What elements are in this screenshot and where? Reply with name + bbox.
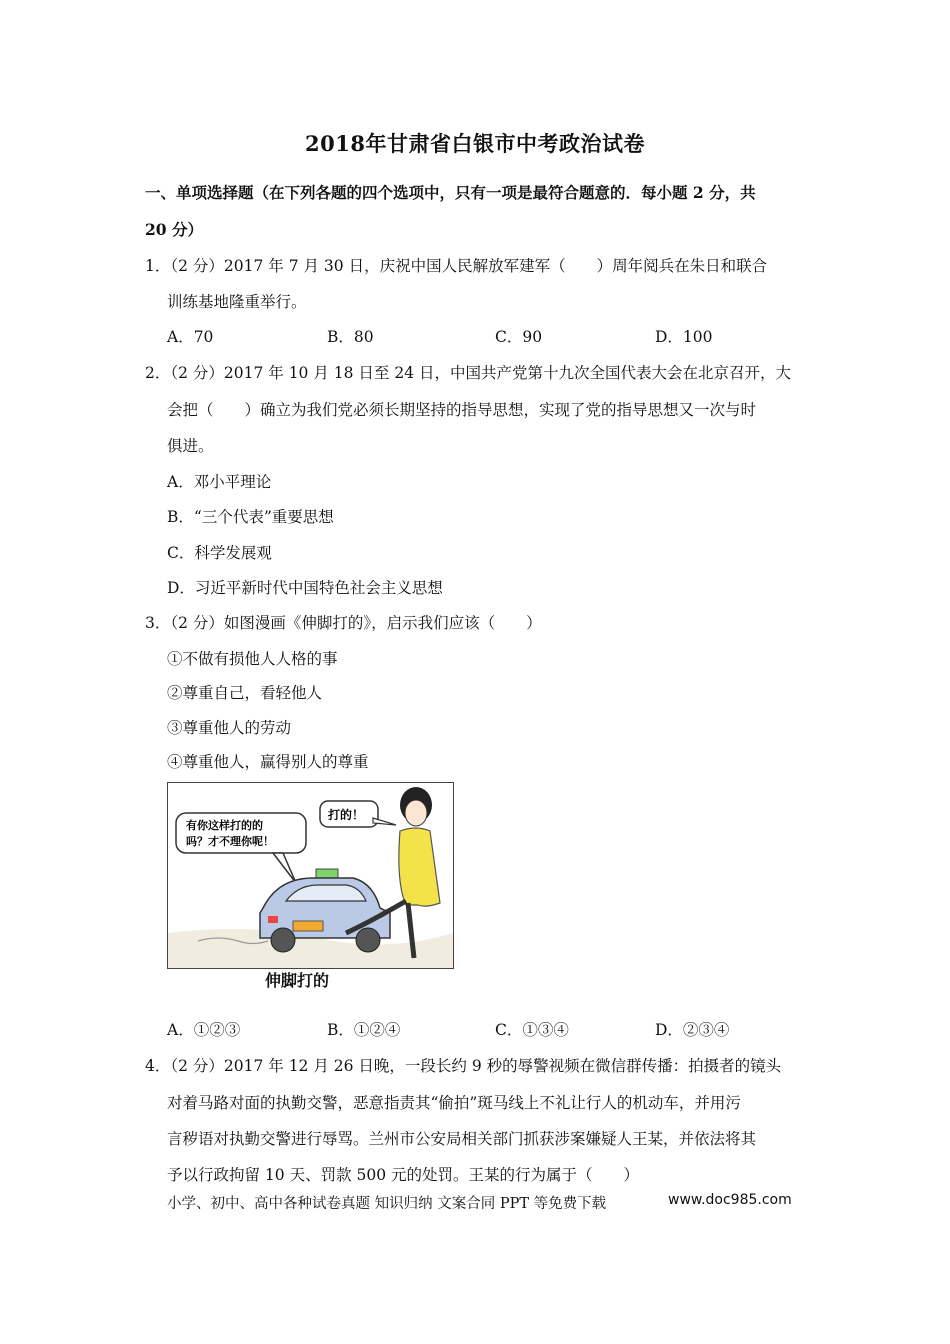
section-heading-line1: 一、单项选择题（在下列各题的四个选项中，只有一项是最符合题意的．每小题 2 分，共 [145, 183, 756, 202]
woman-coat [399, 828, 440, 906]
q1-option-a: A．70 [167, 328, 214, 346]
taxi-tail-light [268, 916, 278, 923]
q3-statement-2: ②尊重自己，看轻他人 [167, 684, 323, 702]
q2-option-a: A．邓小平理论 [167, 473, 272, 491]
comic-caption: 伸脚打的 [265, 971, 330, 990]
q3-statement-4: ④尊重他人，赢得别人的尊重 [167, 753, 369, 771]
q1-stem-line2: 训练基地隆重举行。 [167, 293, 307, 311]
section-heading-line2: 20 分） [145, 220, 203, 239]
left-bubble-tail [273, 853, 296, 883]
woman-face [405, 800, 427, 826]
right-bubble-text: 打的！ [328, 808, 365, 822]
q4-stem-line2: 对着马路对面的执勤交警，恶意指责其“偷拍”斑马线上不礼让行人的机动车，并用污 [167, 1094, 741, 1112]
footer-url-link[interactable]: www.doc985.com [668, 1192, 792, 1208]
taxi-roof-sign [316, 869, 338, 878]
left-bubble-text-2: 吗？才不理你呢！ [186, 835, 274, 848]
comic-illustration [167, 782, 454, 969]
q3-option-b: B．①②④ [327, 1021, 401, 1039]
q4-stem-line4: 予以行政拘留 10 天、罚款 500 元的处罚。王某的行为属于（ ） [167, 1166, 640, 1184]
q2-stem-line2: 会把（ ）确立为我们党必须长期坚持的指导思想，实现了党的指导思想又一次与时 [167, 401, 757, 419]
q2-option-c: C．科学发展观 [167, 544, 272, 562]
page-title: 2018年甘肃省白银市中考政治试卷 [305, 131, 645, 156]
q1-option-d: D．100 [655, 328, 713, 346]
taxi-wheel-rear [271, 928, 295, 952]
footer-text: 小学、初中、高中各种试卷真题 知识归纳 文案合同 PPT 等免费下载 [167, 1196, 607, 1212]
q3-statement-1: ①不做有损他人人格的事 [167, 650, 338, 668]
q1-option-b: B．80 [327, 328, 374, 346]
q2-option-b: B．“三个代表”重要思想 [167, 508, 334, 526]
q3-option-c: C．①③④ [495, 1021, 569, 1039]
q2-stem-line3: 俱进。 [167, 437, 214, 455]
q3-statement-3: ③尊重他人的劳动 [167, 719, 292, 737]
q4-stem-line1: 4．（2 分）2017 年 12 月 26 日晚，一段长约 9 秒的辱警视频在微信群传播：拍摄者的镜头 [145, 1057, 782, 1075]
comic-drawing [168, 783, 453, 968]
q4-stem-line3: 言秽语对执勤交警进行辱骂。兰州市公安局相关部门抓获涉案嫌疑人王某，并依法将其 [167, 1130, 757, 1148]
q3-stem-line1: 3．（2 分）如图漫画《伸脚打的》，启示我们应该（ ） [145, 614, 542, 632]
q3-option-d: D．②③④ [655, 1021, 730, 1039]
taxi-plate [293, 921, 323, 931]
q2-option-d: D．习近平新时代中国特色社会主义思想 [167, 579, 443, 597]
q2-stem-line1: 2．（2 分）2017 年 10 月 18 日至 24 日，中国共产党第十九次全国代表大会在北京召开，大 [145, 364, 792, 382]
q3-option-a: A．①②③ [167, 1021, 241, 1039]
taxi-wheel-front [356, 928, 380, 952]
left-bubble-text-1: 有你这样打的的 [186, 819, 263, 832]
q1-option-c: C．90 [495, 328, 543, 346]
q1-stem-line1: 1．（2 分）2017 年 7 月 30 日，庆祝中国人民解放军建军（ ）周年阅兵在朱日和联合 [145, 257, 768, 275]
